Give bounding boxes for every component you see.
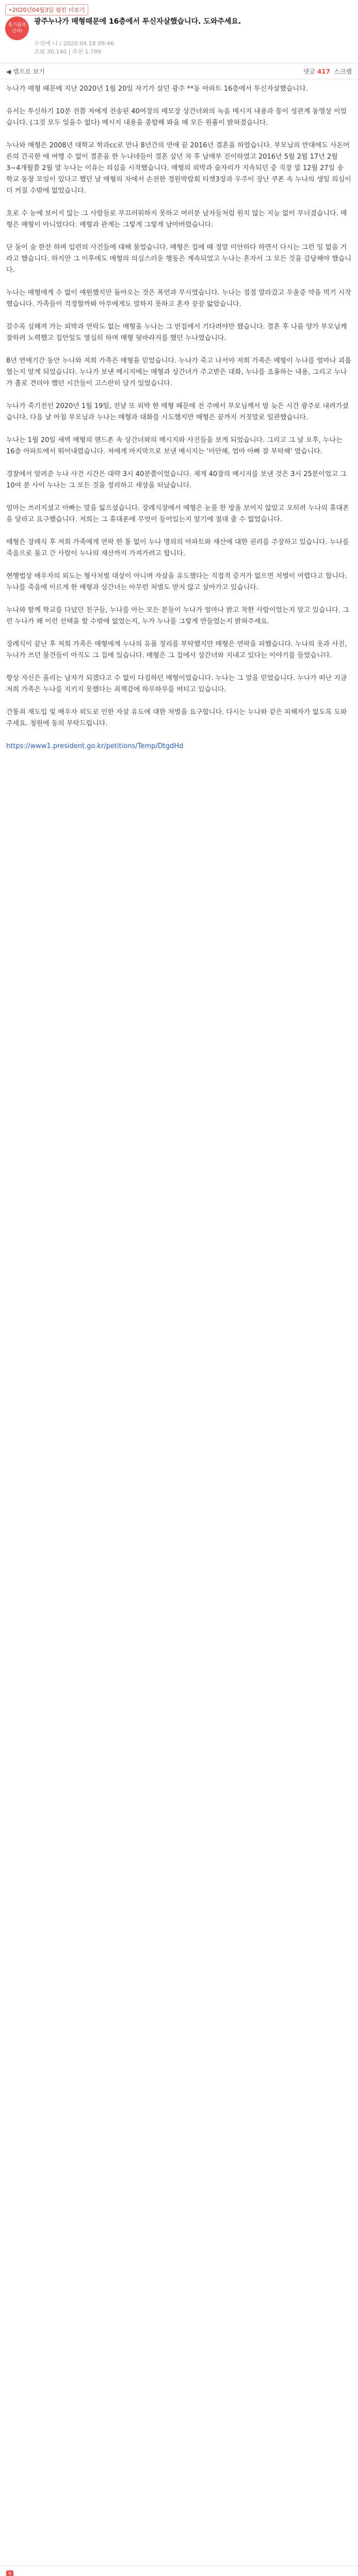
paragraph: 호로 수 눈에 보이지 않는 그 사람들로 부끄러워하지 못하고 여러분 남자들처럼 원치 않는 지능 없이 무너졌습니다. 매형은 매형이 아니었다다. 매형과 관계는 그렇게 그렇게 남아버렸습니다.	[6, 210, 347, 229]
post-header	[0, 0, 358, 63]
reply-count-link[interactable]	[303, 67, 330, 76]
paragraph: 누나는 1월 20일 새벽 매형의 핸드폰 속 상간녀와의 메시지와 사진들을 보게 되었습니다. 그리고 그 날 오후, 누나는 16층 아파트에서 뛰어내렸습니다. 저에게 마지막으로 보낸 메시지는 '미안해, 엄마 아빠 잘 부탁해' 였습니다.	[6, 436, 343, 455]
post-stats: 조회 30,140 | 추천 1,789	[34, 48, 102, 55]
paragraph: 8년 연애기간 동안 누나와 저희 가족은 매형을 믿었습니다. 누나가 죽고 나서야 저희 가족은 매형이 누나를 얼마나 괴롭혔는지 알게 되었습니다. 누나가 보낸 메시지에는 매형과 상간녀가 주고받은 대화, 누나를 조롱하는 내용, 그리고 누나가 홀로 견뎌야 했던 시간들이 고스란히 담겨 있었습니다.	[6, 357, 351, 387]
paragraph: 간통죄 재도입 및 배우자 외도로 인한 자살 유도에 대한 처벌을 요구합니다. 다시는 누나와 같은 피해자가 없도록 도와주세요. 청원에 동의 부탁드립니다.	[6, 708, 347, 727]
paragraph: 누나가 매형 때문에 지난 2020년 1월 20일 자기가 살던 광주 **동 아파트 16층에서 투신자살했습니다.	[6, 85, 308, 93]
category-tag[interactable]: •2020년04월3일 펌킨 더보기	[5, 4, 88, 15]
comment-author	[6, 2570, 352, 2576]
paragraph: 유서는 투신하기 10분 전쯤 저에게 전송된 40여장의 메모장 상간녀와의 녹음 메시지 내용과 통이 성관계 동영상 이었습니다. (그것 모두 잊을수 없다) 메시지 내용을 종합해 봐을 때 모든 원흉이 밝혀졌습니다.	[6, 108, 347, 127]
scrap-button[interactable]: 스크랩	[334, 68, 352, 75]
paragraph: 항상 자신은 올리는 남자가 되겠다고 수 없이 다짐하던 매형이었습니다. 누나는 그 말을 믿었습니다. 누나가 떠난 지금 저희 가족은 누나를 지키지 못했다는 죄책감에 하루하루를 버티고 있습니다.	[6, 674, 347, 693]
post-meta: 수갓에 니 / 2020.04.18 09:46	[34, 40, 114, 47]
petition-link[interactable]: https://www1.president.go.kr/petitions/Temp/DtgdHd	[6, 742, 184, 750]
paragraph: 매형은 장례식 후 저희 가족에게 연락 한 통 없이 누나 명의의 아파트와 재산에 대한 권리를 주장하고 있습니다. 누나를 죽음으로 몰고 간 사람이 누나의 재산까지 가져가려고 합니다.	[6, 538, 349, 557]
reply-count: 417	[317, 68, 330, 75]
petition-badge: 혹기품의 신퍼!	[5, 16, 29, 40]
paragraph: 누나와 매형은 2008년 대학교 학과cc로 만나 8년간의 연애 끝 2016년 결혼을 하였습니다. 부모님의 반대에도 사돈어른의 간곡한 에 여행 수 없이 결혼을 한 누나네들이 결혼 삼년 차 후 남매부 진이하였고 2016년 5월 2월 17년 2월 3~4개월쯤 2월 말 누나는 이유는 의심을 시작했습니다. 매형의 외박과 술자리가 지속되던 중 직장 말 12월 27일 송 학교 동창 모임이 있다고 했던 날 매형의 차에서 손전한 정원박람회 티켓3장과 우주이 장난 쿠폰 속 누나의 생일 의심이 더 커질 수밖에 없었습니다.	[6, 142, 351, 195]
paragraph: 경찰에서 알려준 누나 사건 시간은 대략 3시 40분쯤이었습니다. 제게 40장의 메시지를 보낸 것은 3시 25분이었고 그 10여 분 사이 누나는 그 모든 것을 정리하고 세상을 떠났습니다.	[6, 470, 347, 489]
post-body	[6, 83, 352, 764]
paragraph: 누나와 함께 학교를 다녔던 친구들, 누나를 아는 모든 분들이 누나가 얼마나 밝고 착한 사람이었는지 알고 있습니다. 그런 누나가 왜 이런 선택을 할 수밖에 없었는지, 누가 누나를 그렇게 만들었는지 밝혀주세요.	[6, 606, 349, 625]
post-toolbar	[0, 63, 358, 79]
paragraph: 누나가 죽기전인 2020년 1월 19일, 전날 또 외박 한 매형 때문에 전 주에서 부모님께서 밤 늦은 시간 광주로 내려가셨습니다. 다음 날 아침 부모님과 누나는 매형과 대화를 시도했지만 매형은 끝까지 거짓말로 일관했습니다.	[6, 402, 349, 421]
paragraph: 현행법상 배우자의 외도는 형사처벌 대상이 아니며 자살을 유도했다는 직접적 증거가 없으면 처벌이 어렵다고 합니다. 누나를 죽음에 이르게 한 매형과 상간녀는 아무런 처벌도 받지 않고 살아가고 있습니다.	[6, 572, 347, 591]
paragraph: 단 둘이 술 한잔 하며 입련의 사건들에 대해 물었습니다. 매형은 집에 때 정말 미안하다 하면서 다시는 그런 일 없을 거라고 했습니다. 하지만 그 이후에도 매형의 의심스러운 행동은 계속되었고 누나는 혼자서 그 모든 것을 감당해야 했습니다.	[6, 244, 351, 274]
paragraph: 엄마는 쓰러지셨고 아빠는 말을 잃으셨습니다. 장례식장에서 매형은 눈물 한 방울 보이지 않았고 오히려 누나의 휴대폰을 달라고 요구했습니다. 저희는 그 휴대폰에 무엇이 들어있는지 알기에 절대 줄 수 없었습니다.	[6, 504, 349, 523]
comment-badge: 혹	[6, 2570, 13, 2576]
reply-label: 댓글	[303, 68, 316, 75]
open-in-app-button[interactable]: ◀ 앱으로 보기	[6, 68, 45, 75]
paragraph: 장례식이 끝난 후 저희 가족은 매형에게 누나의 유품 정리를 부탁했지만 매형은 연락을 피했습니다. 누나의 옷과 사진, 누나가 쓰던 물건들이 아직도 그 집에 있습니다. 매형은 그 집에서 상간녀와 지내고 있다는 이야기를 들었습니다.	[6, 640, 347, 659]
comment-item	[0, 2566, 358, 2576]
paragraph: 누나는 매형에게 수 없이 애원했지만 돌아오는 것은 폭언과 무시였습니다. 누나는 점점 말라갔고 우울증 약을 먹기 시작했습니다. 가족들이 걱정할까봐 아무에게도 말하지 못하고 혼자 끙끙 앓았습니다.	[6, 289, 351, 308]
paragraph: 갈수록 심해져 가는 외박과 연락도 없는 매형을 누나는 그 빈집에서 기다려야만 했습니다. 결혼 후 나름 양가 부모님께 잘하려 노력했고 집안일도 열심히 하며 매형 뒷바라지를 했던 누나였습니다.	[6, 323, 347, 342]
post-title: 광주​누나가 매형때문에 16층에서 투신자살했습니다. 도와주세요.	[34, 18, 241, 26]
comment-list	[0, 2566, 358, 2576]
